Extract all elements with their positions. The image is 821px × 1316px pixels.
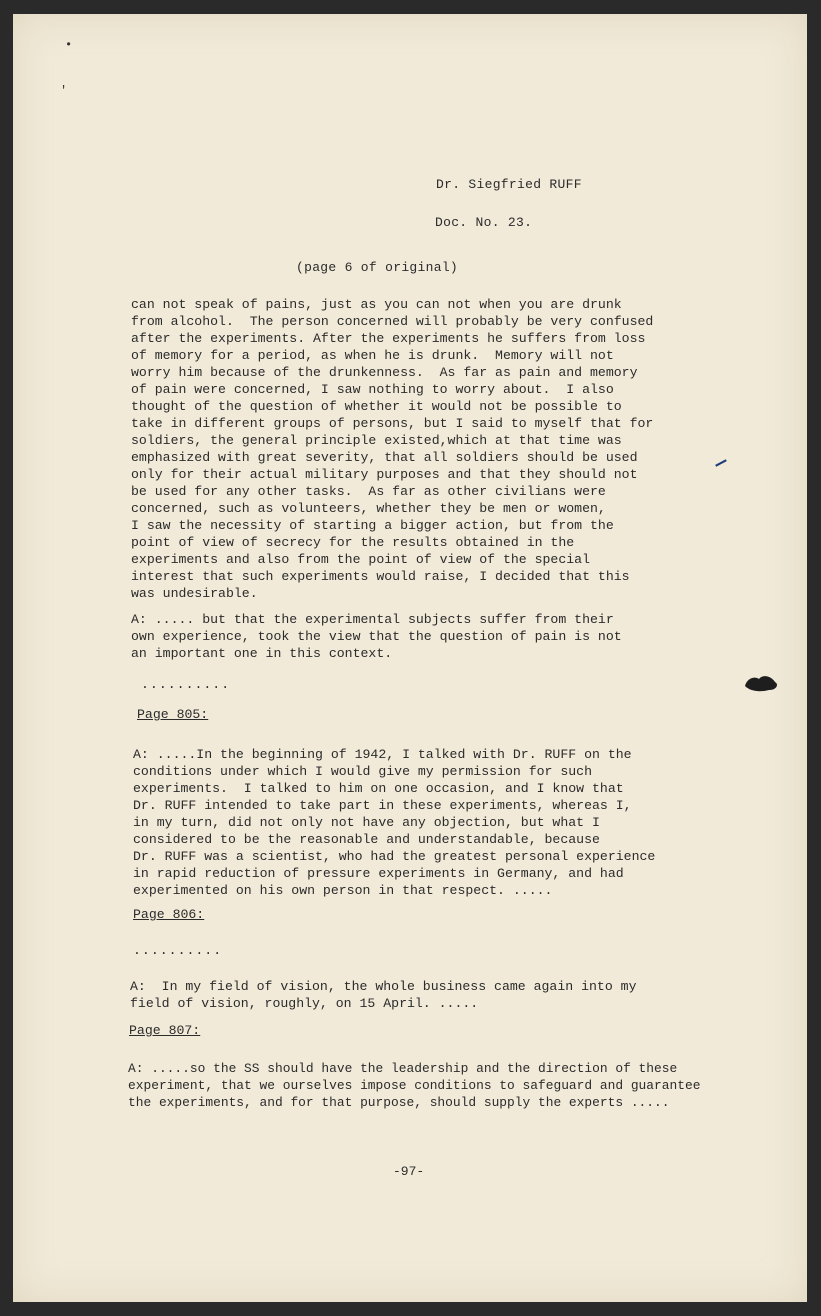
page-ref-805: Page 805: — [137, 707, 209, 722]
text-line: worry him because of the drunkenness. As far as pain and memory — [131, 365, 638, 380]
text-line: experiment, that we ourselves impose conditions to safeguard and guarantee — [128, 1078, 701, 1093]
text-line: soldiers, the general principle existed,which at that time was — [131, 433, 622, 448]
text-line: field of vision, roughly, on 15 April. ..... — [130, 996, 479, 1011]
text-line: in my turn, did not only not have any objection, but what I — [133, 815, 600, 830]
text-line: Dr. RUFF was a scientist, who had the greatest personal experience — [133, 849, 656, 864]
paragraph-testimony-2 — [131, 611, 731, 662]
text-line: own experience, took the view that the question of pain is not — [131, 629, 622, 644]
ellipsis-separator: .......... — [133, 943, 223, 958]
paragraph-testimony-1 — [131, 296, 731, 602]
text-line: A: ..... but that the experimental subjects suffer from their — [131, 612, 614, 627]
text-line: A: In my field of vision, the whole business came again into my — [130, 979, 637, 994]
margin-mark: • — [65, 38, 73, 52]
page-ref-806: Page 806: — [133, 907, 205, 922]
text-line: can not speak of pains, just as you can not when you are drunk — [131, 297, 622, 312]
text-line: of pain were concerned, I saw nothing to worry about. I also — [131, 382, 614, 397]
document-page — [13, 14, 807, 1302]
paragraph-testimony-4 — [130, 978, 730, 1012]
text-line: interest that such experiments would raise, I decided that this — [131, 569, 630, 584]
text-line: from alcohol. The person concerned will probably be very confused — [131, 314, 654, 329]
text-line: an important one in this context. — [131, 646, 393, 661]
text-line: only for their actual military purposes and that they should not — [131, 467, 638, 482]
paragraph-testimony-3 — [133, 746, 733, 899]
text-line: conditions under which I would give my permission for such — [133, 764, 592, 779]
text-line: Dr. RUFF intended to take part in these experiments, whereas I, — [133, 798, 632, 813]
ellipsis-separator: .......... — [141, 677, 231, 692]
text-line: experiments. I talked to him on one occasion, and I know that — [133, 781, 624, 796]
text-line: thought of the question of whether it would not be possible to — [131, 399, 622, 414]
text-line: I saw the necessity of starting a bigger action, but from the — [131, 518, 614, 533]
text-line: emphasized with great severity, that all soldiers should be used — [131, 450, 638, 465]
page-ref-807: Page 807: — [129, 1023, 201, 1038]
text-line: concerned, such as volunteers, whether they be men or women, — [131, 501, 606, 516]
doc-number: Doc. No. 23. — [435, 215, 533, 230]
defendant-name: Dr. Siegfried RUFF — [436, 177, 582, 192]
text-line: experiments and also from the point of view of the special — [131, 552, 590, 567]
text-line: A: .....so the SS should have the leadership and the direction of these — [128, 1061, 678, 1076]
text-line: considered to be the reasonable and understandable, because — [133, 832, 600, 847]
text-line: was undesirable. — [131, 586, 258, 601]
text-line: the experiments, and for that purpose, should supply the experts ..... — [128, 1095, 670, 1110]
text-line: experimented on his own person in that respect. ..... — [133, 883, 553, 898]
original-page-note: (page 6 of original) — [296, 260, 459, 275]
text-line: be used for any other tasks. As far as other civilians were — [131, 484, 606, 499]
text-line: A: .....In the beginning of 1942, I talked with Dr. RUFF on the — [133, 747, 632, 762]
text-line: take in different groups of persons, but I said to myself that for — [131, 416, 654, 431]
margin-mark: ' — [60, 84, 68, 98]
text-line: in rapid reduction of pressure experiments in Germany, and had — [133, 866, 624, 881]
page-number: -97- — [393, 1164, 425, 1179]
ink-blot — [741, 670, 781, 694]
text-line: after the experiments. After the experiments he suffers from loss — [131, 331, 646, 346]
text-line: point of view of secrecy for the results obtained in the — [131, 535, 575, 550]
paragraph-testimony-5 — [128, 1060, 788, 1111]
text-line: of memory for a period, as when he is drunk. Memory will not — [131, 348, 614, 363]
